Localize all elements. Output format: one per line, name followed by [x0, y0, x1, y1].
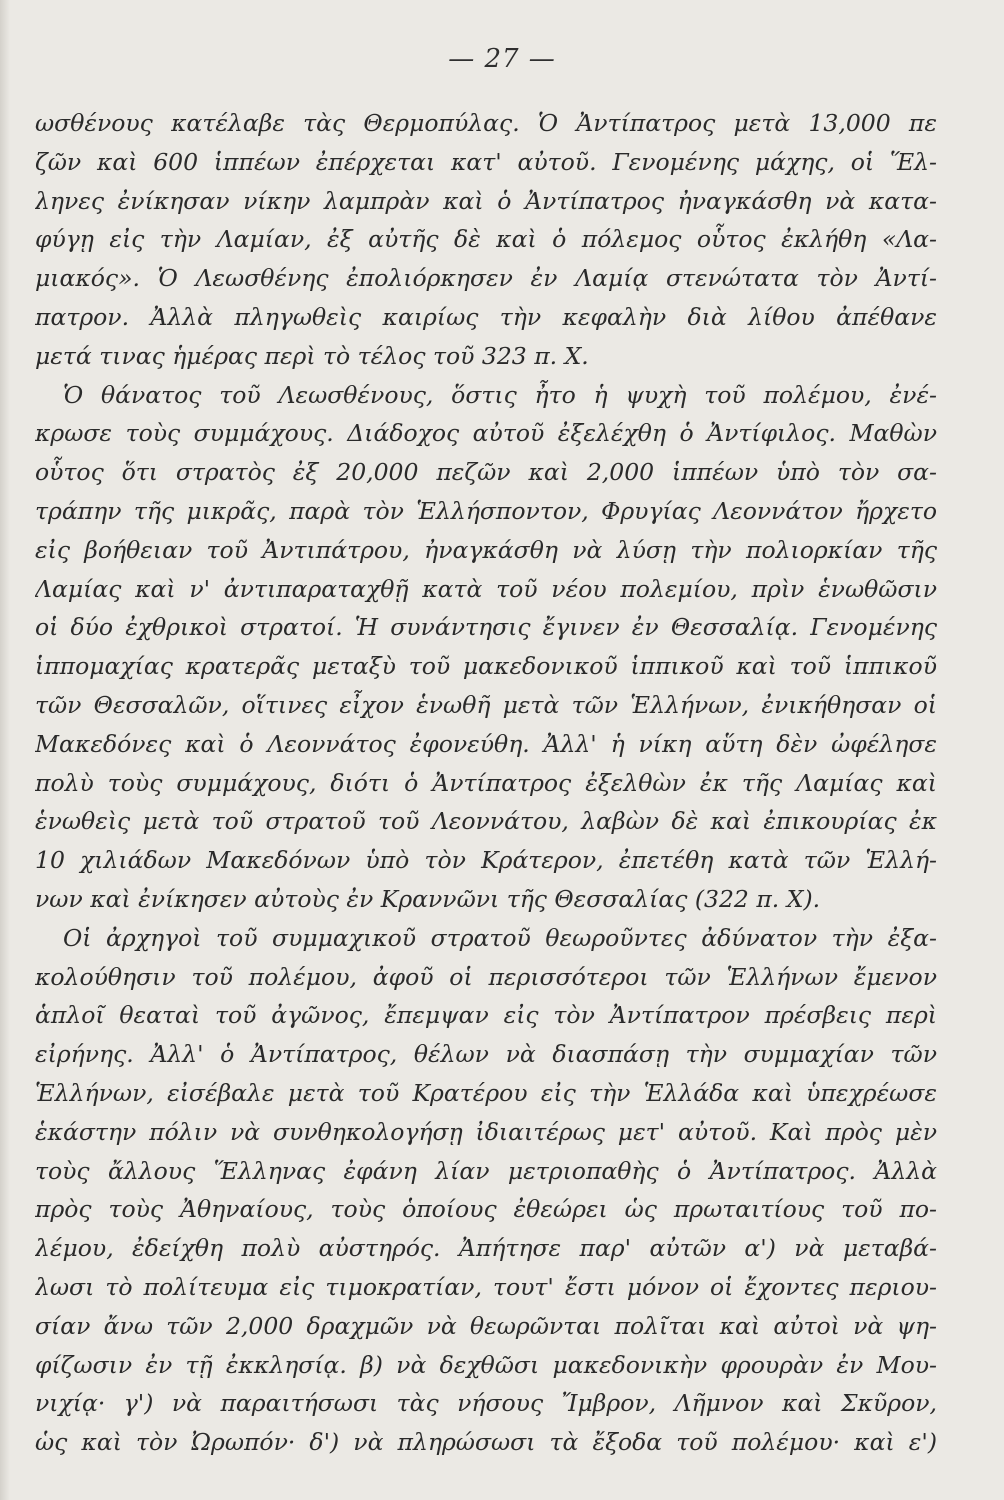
- text-line: 10 χιλιάδων Μακεδόνων ὑπὸ τὸν Κράτερον, ἐπετέθη κατὰ τῶν Ἑλλή-: [35, 846, 937, 875]
- text-line: οἱ δύο ἐχθρικοὶ στρατοί. Ἡ συνάντησις ἔγινεν ἐν Θεσσαλίᾳ. Γενομένης: [35, 613, 937, 642]
- text-line: φύγῃ εἰς τὴν Λαμίαν, ἐξ αὐτῆς δὲ καὶ ὁ πόλεμος οὗτος ἐκλήθη «Λα-: [35, 225, 937, 254]
- text-line: τῶν Θεσσαλῶν, οἵτινες εἶχον ἑνωθῆ μετὰ τῶν Ἑλλήνων, ἐνικήθησαν οἱ: [35, 690, 937, 719]
- text-line: φίζωσιν ἐν τῇ ἐκκλησίᾳ. β) νὰ δεχθῶσι μακεδονικὴν φρουρὰν ἐν Μου-: [35, 1350, 937, 1379]
- text-line: Οἱ ἀρχηγοὶ τοῦ συμμαχικοῦ στρατοῦ θεωροῦντες ἀδύνατον τὴν ἐξα-: [63, 923, 937, 952]
- text-line: κρωσε τοὺς συμμάχους. Διάδοχος αὐτοῦ ἐξελέχθη ὁ Ἀντίφιλος. Μαθὼν: [35, 419, 937, 448]
- text-line: νων καὶ ἐνίκησεν αὐτοὺς ἐν Κραννῶνι τῆς Θεσσαλίας (322 π. Χ).: [35, 884, 821, 913]
- page-edge-shadow: [0, 0, 10, 1500]
- text-line: ἑνωθεὶς μετὰ τοῦ στρατοῦ τοῦ Λεοννάτου, λαβὼν δὲ καὶ ἐπικουρίας ἐκ: [35, 807, 937, 836]
- text-line: ληνες ἐνίκησαν νίκην λαμπρὰν καὶ ὁ Ἀντίπατρος ἠναγκάσθη νὰ κατα-: [35, 186, 937, 215]
- text-line: τοὺς ἄλλους Ἕλληνας ἐφάνη λίαν μετριοπαθὴς ὁ Ἀντίπατρος. Ἀλλὰ: [35, 1156, 937, 1185]
- text-line: ωσθένους κατέλαβε τὰς Θερμοπύλας. Ὁ Ἀντίπατρος μετὰ 13,000 πε: [35, 109, 937, 137]
- text-line: πατρον. Ἀλλὰ πληγωθεὶς καιρίως τὴν κεφαλὴν διὰ λίθου ἀπέθανε: [35, 302, 937, 331]
- text-line: ἁπλοῖ θεαταὶ τοῦ ἀγῶνος, ἔπεμψαν εἰς τὸν Ἀντίπατρον πρέσβεις περὶ: [35, 1001, 937, 1030]
- page-number: — 27 —: [448, 44, 556, 74]
- text-line: εἰς βοήθειαν τοῦ Ἀντιπάτρου, ἠναγκάσθη νὰ λύσῃ τὴν πολιορκίαν τῆς: [35, 535, 937, 564]
- text-line: οὗτος ὅτι στρατὸς ἐξ 20,000 πεζῶν καὶ 2,000 ἱππέων ὑπὸ τὸν σα-: [35, 458, 937, 487]
- text-line: Ὁ θάνατος τοῦ Λεωσθένους, ὅστις ἦτο ἡ ψυχὴ τοῦ πολέμου, ἐνέ-: [63, 380, 937, 409]
- text-line: νιχίᾳ· γ') νὰ παραιτήσωσι τὰς νήσους Ἴμβρον, Λῆμνον καὶ Σκῦρον,: [35, 1389, 937, 1418]
- text-line: ἑκάστην πόλιν νὰ συνθηκολογήσῃ ἰδιαιτέρως μετ' αὐτοῦ. Καὶ πρὸς μὲν: [35, 1117, 937, 1146]
- text-line: πολὺ τοὺς συμμάχους, διότι ὁ Ἀντίπατρος ἐξελθὼν ἐκ τῆς Λαμίας καὶ: [35, 768, 937, 797]
- text-line: λέμου, ἐδείχθη πολὺ αὐστηρός. Ἀπήτησε παρ' αὐτῶν α') νὰ μεταβά-: [35, 1234, 937, 1263]
- text-line: εἰρήνης. Ἀλλ' ὁ Ἀντίπατρος, θέλων νὰ διασπάσῃ τὴν συμμαχίαν τῶν: [35, 1040, 937, 1069]
- body-text: [35, 104, 937, 1462]
- text-line: ζῶν καὶ 600 ἱππέων ἐπέρχεται κατ' αὐτοῦ. Γενομένης μάχης, οἱ Ἕλ-: [35, 147, 937, 176]
- text-line: κολούθησιν τοῦ πολέμου, ἀφοῦ οἱ περισσότεροι τῶν Ἑλλήνων ἔμενον: [35, 962, 937, 991]
- text-line: Λαμίας καὶ ν' ἀντιπαραταχθῇ κατὰ τοῦ νέου πολεμίου, πρὶν ἑνωθῶσιν: [35, 574, 937, 603]
- text-line: λωσι τὸ πολίτευμα εἰς τιμοκρατίαν, τουτ' ἔστι μόνον οἱ ἔχοντες περιου-: [35, 1272, 937, 1301]
- text-line: ἱππομαχίας κρατερᾶς μεταξὺ τοῦ μακεδονικοῦ ἱππικοῦ καὶ τοῦ ἱππικοῦ: [35, 652, 937, 681]
- text-line: σίαν ἄνω τῶν 2,000 δραχμῶν νὰ θεωρῶνται πολῖται καὶ αὐτοὶ νὰ ψη-: [35, 1311, 937, 1340]
- text-line: ὡς καὶ τὸν Ὠρωπόν· δ') νὰ πληρώσωσι τὰ ἔξοδα τοῦ πολέμου· καὶ ε'): [35, 1428, 937, 1457]
- text-line: Ἑλλήνων, εἰσέβαλε μετὰ τοῦ Κρατέρου εἰς τὴν Ἑλλάδα καὶ ὑπεχρέωσε: [35, 1078, 937, 1107]
- text-line: μιακός». Ὁ Λεωσθένης ἐπολιόρκησεν ἐν Λαμίᾳ στενώτατα τὸν Ἀντί-: [35, 264, 937, 293]
- text-line: πρὸς τοὺς Ἀθηναίους, τοὺς ὁποίους ἐθεώρει ὡς πρωταιτίους τοῦ πο-: [35, 1195, 937, 1224]
- text-line: μετά τινας ἡμέρας περὶ τὸ τέλος τοῦ 323 π. Χ.: [35, 341, 589, 370]
- text-line: τράπην τῆς μικρᾶς, παρὰ τὸν Ἑλλήσποντον, Φρυγίας Λεοννάτον ἤρχετο: [35, 496, 937, 525]
- text-line: Μακεδόνες καὶ ὁ Λεοννάτος ἐφονεύθη. Ἀλλ' ἡ νίκη αὕτη δὲν ὠφέλησε: [35, 729, 937, 758]
